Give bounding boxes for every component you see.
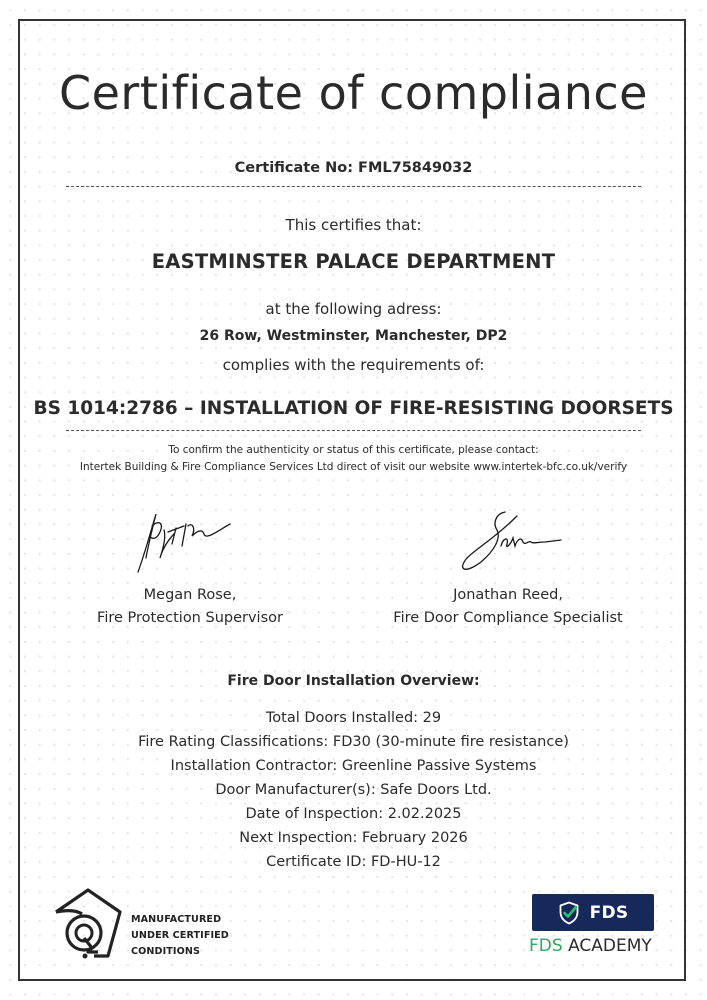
signatory-2 <box>378 584 638 630</box>
overview-item-certificate-id: Certificate ID: FD-HU-12 <box>266 854 441 870</box>
overview-item-next-inspection: Next Inspection: February 2026 <box>239 830 468 846</box>
signature-jonathan-reed-icon <box>445 508 575 578</box>
certificate-title: Certificate of compliance <box>59 66 648 120</box>
overview-item-contractor: Installation Contractor: Greenline Passive Systems <box>170 758 537 774</box>
overview-item-total-doors: Total Doors Installed: 29 <box>265 710 442 726</box>
shield-check-icon <box>558 901 580 925</box>
contact-line-2: Intertek Building & Fire Compliance Services Ltd direct of visit our website www.intertek-bfc.co.uk/verify <box>79 461 628 473</box>
logo-line-1: MANUFACTURED <box>131 914 222 925</box>
overview-item-inspection-date: Date of Inspection: 2.02.2025 <box>245 806 462 822</box>
signatory-1-role: Fire Protection Supervisor <box>97 610 283 626</box>
complies-label: complies with the requirements of: <box>222 356 485 374</box>
address-label: at the following adress: <box>265 300 442 318</box>
contact-line-1: To confirm the authenticity or status of this certificate, please contact: <box>168 444 539 456</box>
signatory-1-name: Megan Rose, <box>143 587 237 603</box>
fds-badge <box>532 894 654 931</box>
fds-academy-label <box>529 936 652 956</box>
overview-list <box>0 706 707 874</box>
q-house-icon <box>52 888 127 960</box>
signatory-1 <box>70 584 310 630</box>
signatory-2-role: Fire Door Compliance Specialist <box>393 610 623 626</box>
signatory-2-name: Jonathan Reed, <box>453 587 563 603</box>
divider-bottom <box>66 430 641 431</box>
overview-title: Fire Door Installation Overview: <box>227 673 480 689</box>
organization-name: EASTMINSTER PALACE DEPARTMENT <box>151 250 556 273</box>
certified-conditions-label <box>131 912 229 960</box>
overview-item-manufacturer: Door Manufacturer(s): Safe Doors Ltd. <box>215 782 492 798</box>
logo-line-2: UNDER CERTIFIED <box>131 930 229 941</box>
logo-line-3: CONDITIONS <box>131 946 200 957</box>
fds-academy-prefix: FDS <box>529 936 563 956</box>
overview-item-fire-rating: Fire Rating Classifications: FD30 (30-minute fire resistance) <box>138 734 569 750</box>
signature-megan-rose-icon <box>130 506 255 576</box>
fds-badge-text: FDS <box>589 902 629 923</box>
certificate-number: Certificate No: FML75849032 <box>234 160 473 176</box>
address: 26 Row, Westminster, Manchester, DP2 <box>199 328 508 344</box>
divider-top <box>66 186 641 187</box>
compliance-standard: BS 1014:2786 – INSTALLATION OF FIRE-RESISTING DOORSETS <box>33 398 674 419</box>
certifies-label: This certifies that: <box>285 216 422 234</box>
fds-academy-suffix: ACADEMY <box>568 936 652 956</box>
